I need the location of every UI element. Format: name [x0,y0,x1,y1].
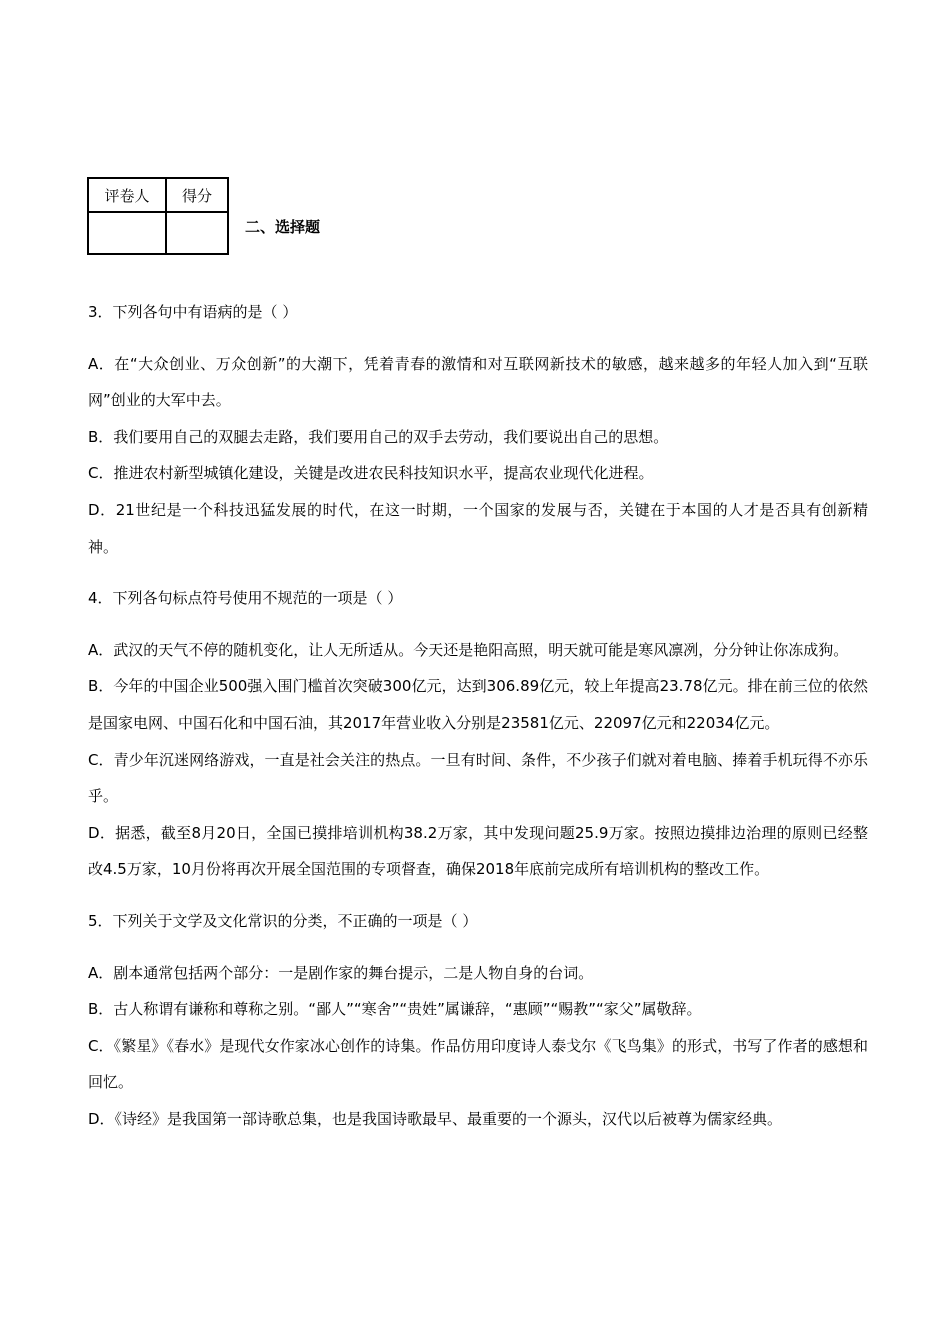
score-label: 得分 [166,178,228,212]
option-c: C．青少年沉迷网络游戏，一直是社会关注的热点。一旦有时间、条件，不少孩子们就对着电脑、捧着手机玩得不亦乐乎。 [88,750,868,806]
option-a: A．剧本通常包括两个部分：一是剧作家的舞台提示，二是人物自身的台词。 [88,963,594,982]
score-cell [166,212,228,254]
option-a: A．武汉的天气不停的随机变化，让人无所适从。今天还是艳阳高照，明天就可能是寒风凛冽，分分钟让你冻成狗。 [88,640,849,659]
score-table-blank-row [88,212,228,254]
option-c: C．推进农村新型城镇化建设，关键是改进农民科技知识水平，提高农业现代化进程。 [88,464,654,483]
question-stem: 5．下列关于文学及文化常识的分类，不正确的一项是（ ） [88,911,478,930]
section-title: 二、选择题 [245,218,321,236]
option-d: D．《诗经》是我国第一部诗歌总集，也是我国诗歌最早、最重要的一个源头，汉代以后被尊为儒家经典。 [88,1109,783,1128]
question-4 [88,580,868,888]
question-stem: 3．下列各句中有语病的是（ ） [88,303,298,321]
option-d: D．21世纪是一个科技迅猛发展的时代，在这一时期，一个国家的发展与否，关键在于本国的人才是否具有创新精神。 [88,500,868,556]
option-b: B．今年的中国企业500强入围门槛首次突破300亿元，达到306.89亿元，较上年提高23.78亿元。排在前三位的依然是国家电网、中国石化和中国石油，其2017年营业收入分别是23581亿元、22097亿元和22034亿元。 [88,677,868,732]
grader-label: 评卷人 [88,178,166,212]
question-list [88,279,868,1137]
option-a: A．在“大众创业、万众创新”的大潮下，凭着青春的激情和对互联网新技术的敏感，越来越多的年轻人加入到“互联网”创业的大军中去。 [88,354,868,410]
question-3 [88,294,868,565]
question-5 [88,903,868,1138]
option-c: C．《繁星》《春水》是现代女作家冰心创作的诗集。作品仿用印度诗人泰戈尔《飞鸟集》的形式，书写了作者的感想和回忆。 [88,1036,868,1092]
option-d: D．据悉，截至8月20日，全国已摸排培训机构38.2万家，其中发现问题25.9万家。按照边摸排边治理的原则已经整改4.5万家，10月份将再次开展全国范围的专项督查，确保2018年底前完成所有培训机构的整改工作。 [88,823,868,879]
option-b: B．古人称谓有谦称和尊称之别。“鄙人”“寒舍”“贵姓”属谦辞，“惠顾”“赐教”“家父”属敬辞。 [88,1000,702,1019]
question-stem: 4．下列各句标点符号使用不规范的一项是（ ） [88,589,403,608]
score-table [87,177,229,255]
score-table-header-row [88,178,228,212]
option-b: B．我们要用自己的双腿去走路，我们要用自己的双手去劳动，我们要说出自己的思想。 [88,427,669,446]
grader-cell [88,212,166,254]
